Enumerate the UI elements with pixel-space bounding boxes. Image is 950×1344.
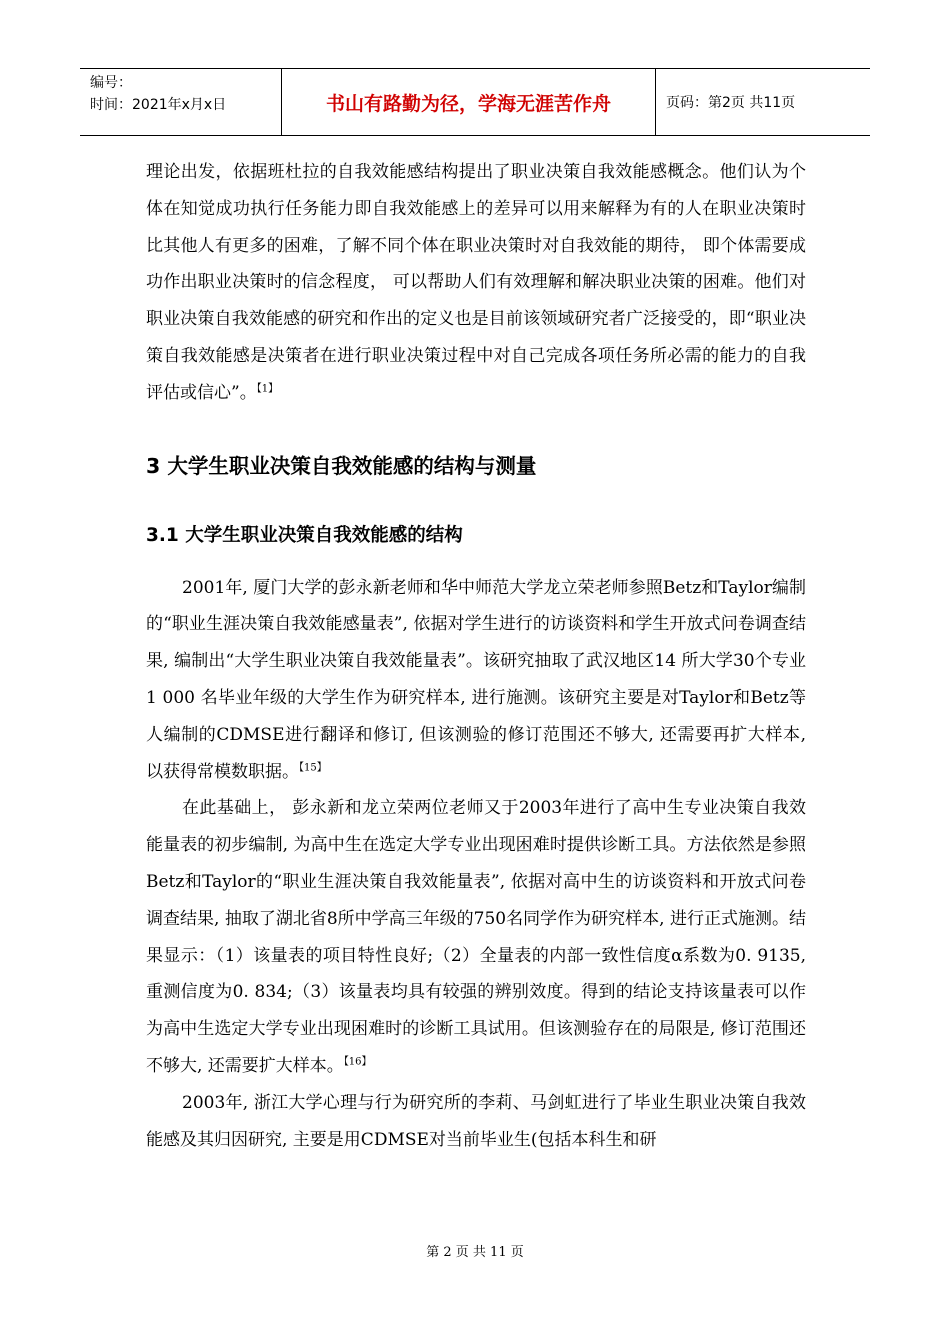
page-footer: 第 2 页 共 11 页 <box>426 1245 524 1260</box>
paragraph-2 <box>146 570 806 791</box>
paragraph-2-text: 2001年, 厦门大学的彭永新老师和华中师范大学龙立荣老师参照Betz和Taylor编制的“职业生涯决策自我效能感量表”, 依据对学生进行的访谈资料和学生开放式问卷调查结果, 编制出“大学生职业决策自我效能量表”。该研究抽取了武汉地区14 所大学30个专业1 000 名毕业年级的大学生作为研究样本, 进行施测。该研究主要是对Taylor和Betz等人编制的CDMSE进行翻译和修订, 但该测验的修订范围还不够大, 还需要再扩大样本, 以获得常模数职据。 <box>146 577 806 782</box>
header-page-info: 页码：第2页 共11页 <box>666 95 796 111</box>
citation-16: 【16】 <box>343 1056 372 1068</box>
header-meta <box>80 69 282 135</box>
header-motto: 书山有路勤为径，学海无涯苦作舟 <box>282 69 656 135</box>
number-label: 编号： <box>90 75 132 91</box>
page-header <box>80 68 870 136</box>
paragraph-3 <box>146 790 806 1084</box>
date-label: 时间：2021年x月x日 <box>90 97 227 113</box>
document-body <box>146 154 806 1158</box>
section-heading-3: 3 大学生职业决策自我效能感的结构与测量 <box>146 453 537 478</box>
paragraph-1 <box>146 154 806 412</box>
subsection-heading-3-1: 3.1 大学生职业决策自我效能感的结构 <box>146 524 463 546</box>
citation-15: 【15】 <box>299 761 327 773</box>
paragraph-3-text: 在此基础上， 彭永新和龙立荣两位老师又于2003年进行了高中生专业决策自我效能量表的初步编制, 为高中生在选定大学专业出现困难时提供诊断工具。方法依然是参照Betz和Taylor的“职业生涯决策自我效能量表”, 依据对高中生的访谈资料和开放式问卷调查结果, 抽取了湖北省8所中学高三年级的750名同学作为研究样本, 进行正式施测。结果显示：（1）该量表的项目特性良好;（2）全量表的内部一致性信度α系数为0. 9135, 重测信度为0. 834;（3）该量表均具有较强的辨别效度。得到的结论支持该量表可以作为高中生选定大学专业出现困难时的诊断工具试用。但该测验存在的局限是, 修订范围还不够大, 还需要扩大样本。 <box>146 798 806 1076</box>
citation-1: 【1】 <box>256 383 279 395</box>
paragraph-4: 2003年, 浙江大学心理与行为研究所的李莉、马剑虹进行了毕业生职业决策自我效能感及其归因研究, 主要是用CDMSE对当前毕业生(包括本科生和研 <box>146 1092 806 1150</box>
paragraph-1-text: 理论出发，依据班杜拉的自我效能感结构提出了职业决策自我效能感概念。他们认为个体在知觉成功执行任务能力即自我效能感上的差异可以用来解释为有的人在职业决策时比其他人有更多的困难，了解不同个体在职业决策时对自我效能的期待， 即个体需要成功作出职业决策时的信念程度， 可以帮助人们有效理解和解决职业决策的困难。他们对职业决策自我效能感的研究和作出的定义也是目前该领域研究者广泛接受的，即“职业决策自我效能感是决策者在进行职业决策过程中对自己完成各项任务所必需的能力的自我评估或信心”。 <box>146 162 806 403</box>
